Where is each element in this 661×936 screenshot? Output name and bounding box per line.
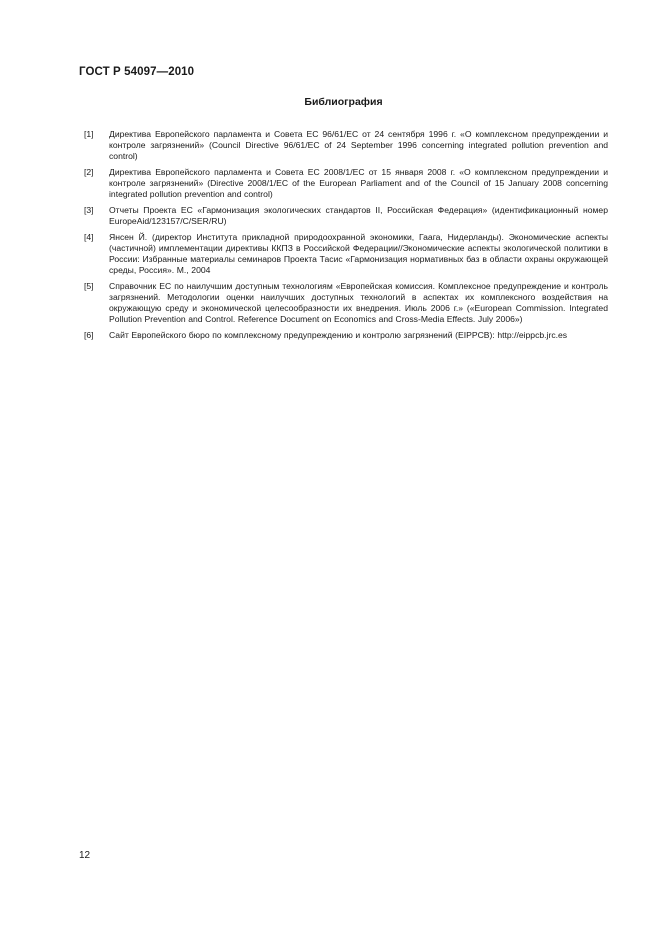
bibliography-entry xyxy=(84,330,608,341)
entry-text: Янсен Й. (директор Института прикладной природоохранной экономики, Гаага, Нидерланды). Экономические аспекты (частичной) имплементации директивы ККПЗ в Российской Федерации//Экономические аспекты экологической политики в России: Избранные материалы семинаров Проекта Тасис «Гармонизация нормативных баз в области охраны окружающей среды, Россия». М., 2004 xyxy=(109,232,608,275)
bibliography-entry xyxy=(84,232,608,276)
bibliography-entry xyxy=(84,167,608,200)
document-code: ГОСТ Р 54097—2010 xyxy=(79,66,195,78)
page-number: 12 xyxy=(79,850,91,861)
bibliography-entry xyxy=(84,129,608,162)
entry-text: Справочник ЕС по наилучшим доступным технологиям «Европейская комиссия. Комплексное предупреждение и контроль загрязнений. Методологии оценки наилучших доступных технологий в аспектах их комплексного воздействия на окружающую среду и экономической целесообразности их внедрения. Июль 2006 г.» («European Commission. Integrated Pollution Prevention and Control. Reference Document on Economics and Cross-Media Effects. July 2006») xyxy=(109,281,608,324)
entry-number: [2] xyxy=(84,167,94,177)
entry-number: [1] xyxy=(84,129,94,139)
entry-number: [5] xyxy=(84,281,94,291)
entry-text: Директива Европейского парламента и Совета ЕС 96/61/ЕС от 24 сентября 1996 г. «О комплексном предупреждении и контроле загрязнений» (Council Directive 96/61/EC of 24 September 1996 concerning integrated pollution prevention and control) xyxy=(109,129,608,161)
entry-text: Отчеты Проекта ЕС «Гармонизация экологических стандартов II, Российская Федерация» (идентификационный номер EuropeAid/123157/C/SER/RU) xyxy=(109,205,608,226)
bibliography-list xyxy=(84,129,608,346)
entry-number: [6] xyxy=(84,330,94,340)
entry-text: Сайт Европейского бюро по комплексному предупреждению и контролю загрязнений (EIPPCB): http://eippcb.jrc.es xyxy=(109,330,568,340)
entry-number: [3] xyxy=(84,205,94,215)
bibliography-entry xyxy=(84,281,608,325)
section-title: Библиография xyxy=(304,96,383,108)
bibliography-entry xyxy=(84,205,608,227)
entry-number: [4] xyxy=(84,232,94,242)
entry-text: Директива Европейского парламента и Совета ЕС 2008/1/ЕС от 15 января 2008 г. «О комплексном предупреждении и контроле загрязнений» (Directive 2008/1/EC of the European Parliament and of the Council of 15 January 2008 concerning integrated pollution prevention and control) xyxy=(109,167,608,199)
